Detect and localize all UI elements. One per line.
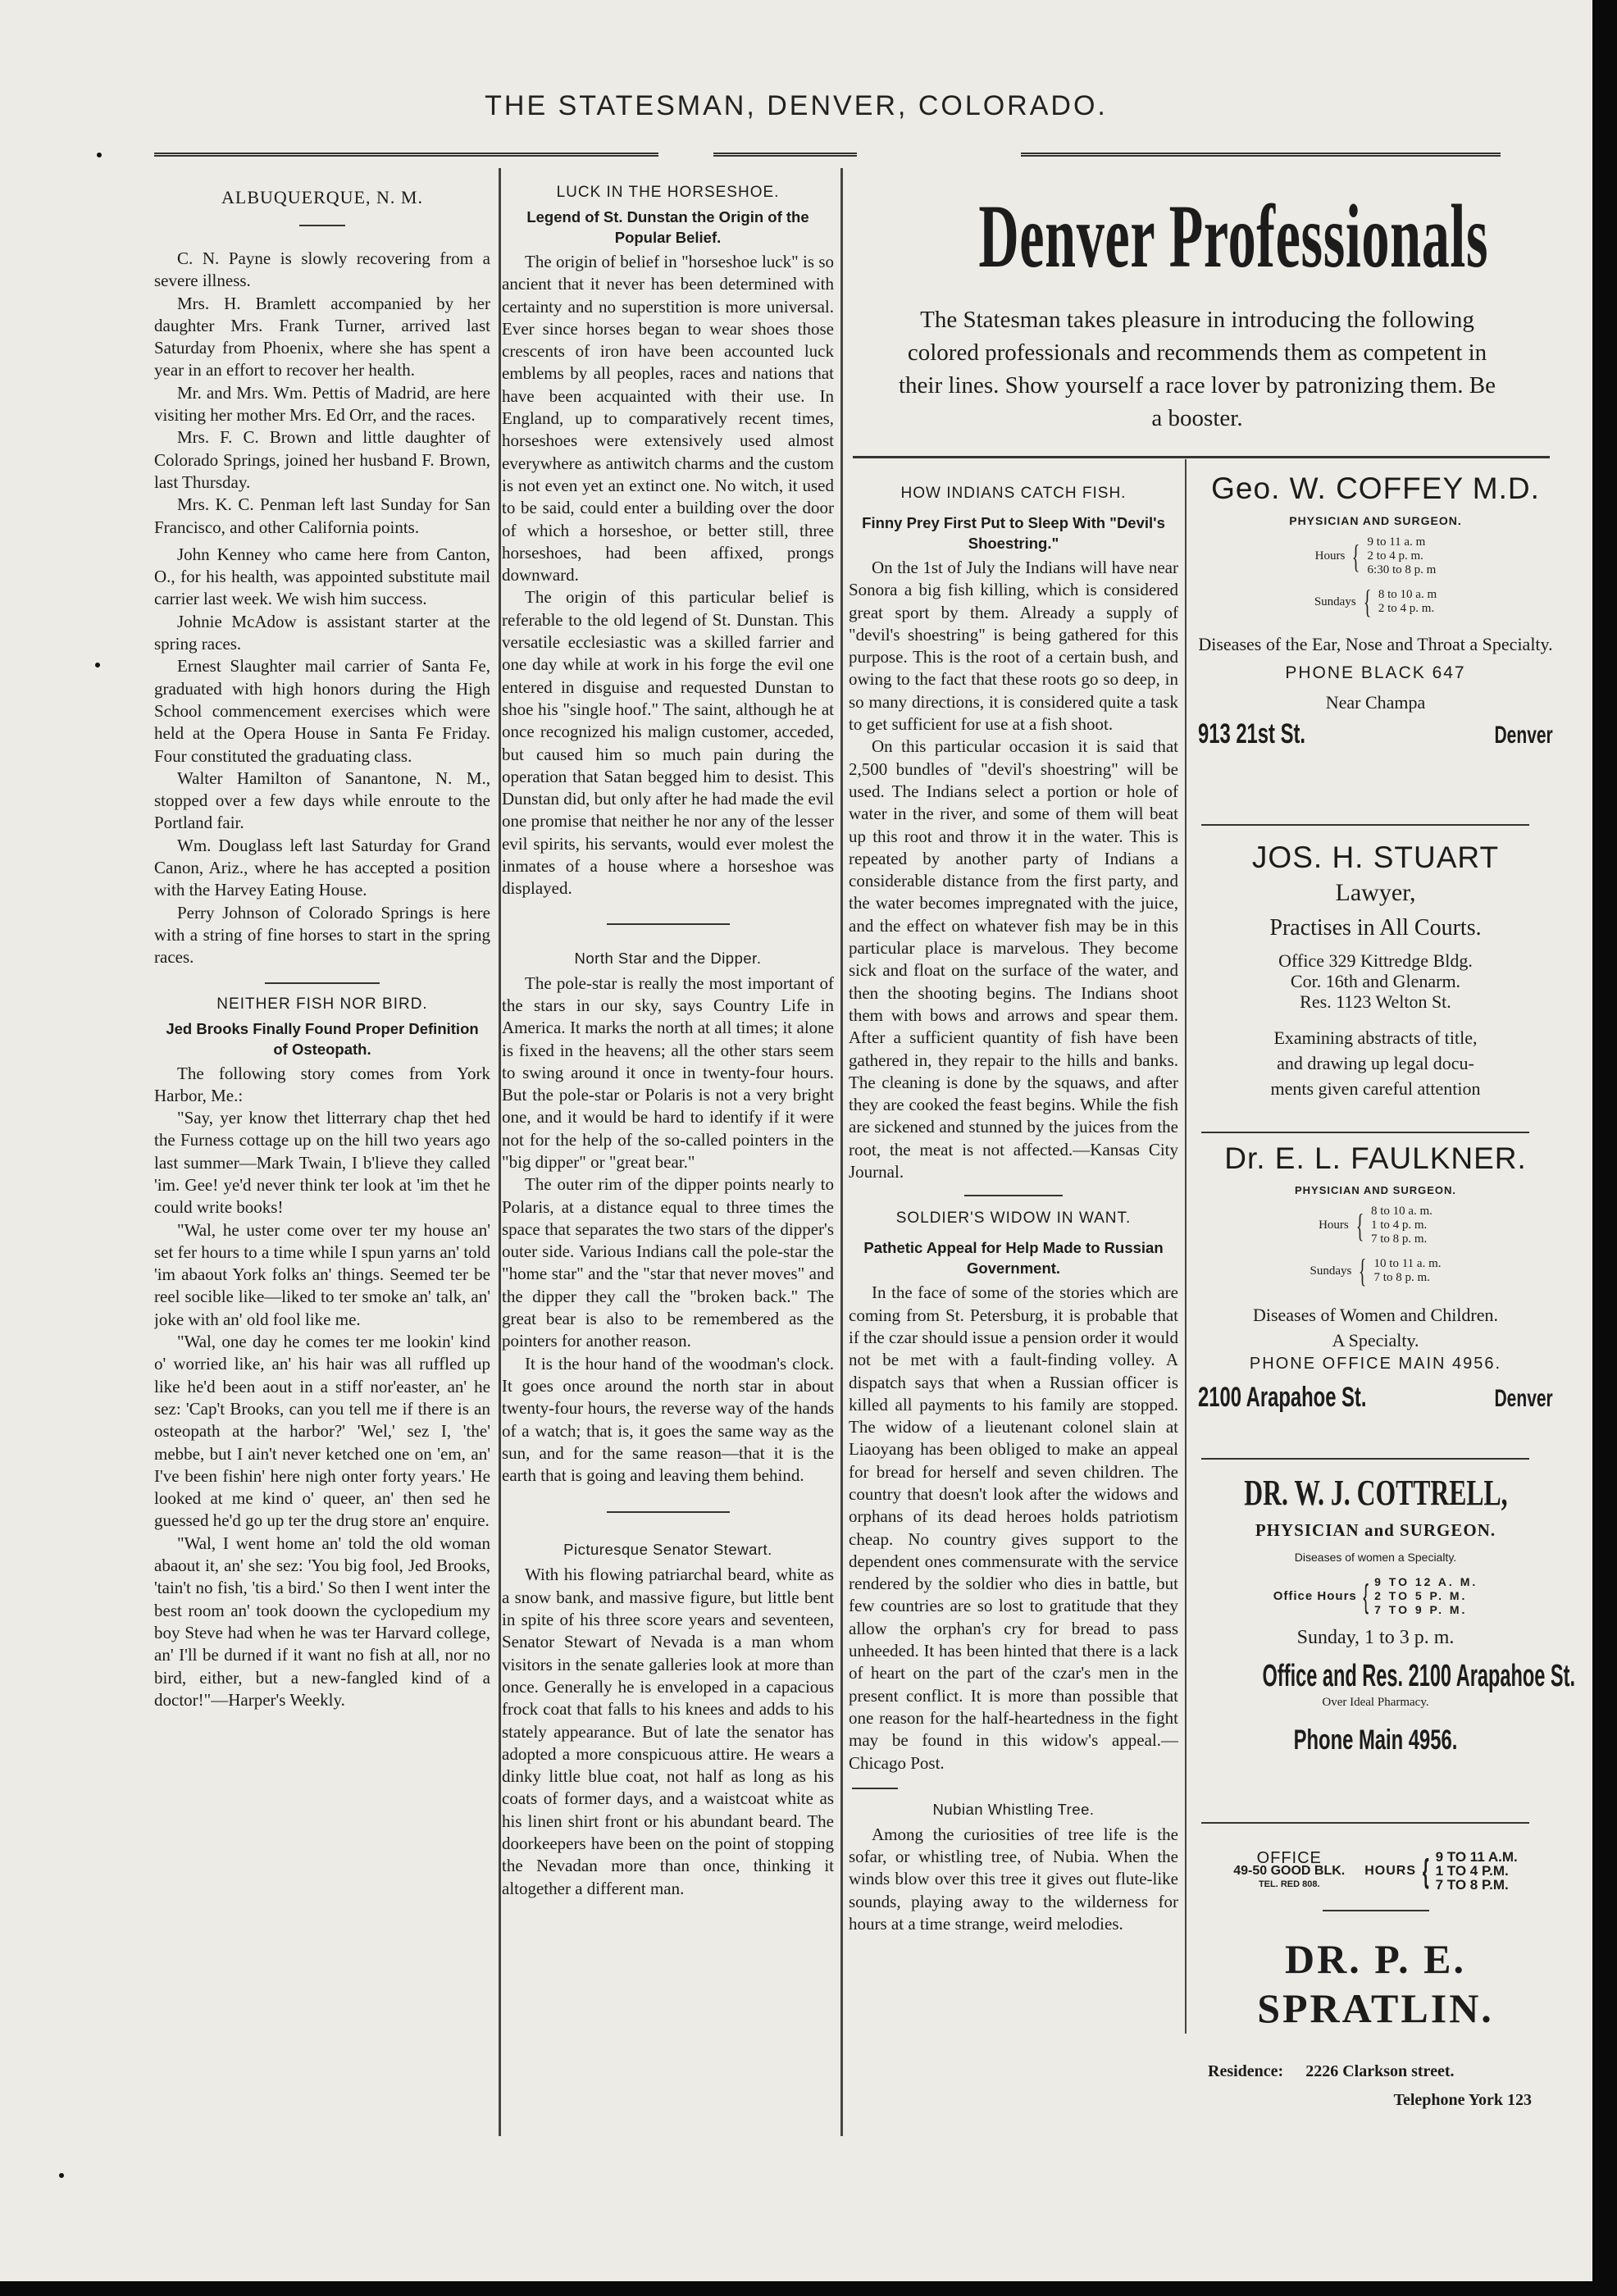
- column-horseshoe: [502, 179, 834, 2139]
- cottrell-sunday: Sunday, 1 to 3 p. m.: [1296, 1627, 1455, 1648]
- hours-line: 2 TO 5 P. M.: [1374, 1589, 1468, 1602]
- stuart-office-line: Res. 1123 Welton St.: [1300, 991, 1451, 1012]
- brace-icon: {: [1352, 537, 1360, 575]
- coffey-name: Geo. W. COFFEY M.D.: [1211, 472, 1540, 505]
- news-item: Walter Hamilton of Sanantone, N. M., stopped over a few days while enroute to the Portland fair.: [154, 768, 490, 833]
- hours-label: Hours: [1319, 1219, 1349, 1232]
- brace-icon: {: [1422, 1852, 1429, 1889]
- column-divider: [1185, 459, 1187, 2034]
- article-subtitle: Finny Prey First Put to Sleep With "Devil's Shoestring.": [862, 514, 1165, 552]
- divider: [265, 982, 380, 984]
- scan-edge-right: [1592, 0, 1617, 2296]
- coffey-near: Near Champa: [1325, 692, 1426, 713]
- news-item: C. N. Payne is slowly recovering from a severe illness.: [154, 248, 490, 291]
- cottrell-over: Over Ideal Pharmacy.: [1322, 1696, 1429, 1709]
- spratlin-residence-label: Residence:: [1208, 2062, 1284, 2080]
- news-item: Ernest Slaughter mail carrier of Santa Fe, graduated with high honors during the High School commencement exercises which were held at the Opera House in Santa Fe Friday. Four constituted the graduating class.: [154, 656, 490, 766]
- ink-speck: [59, 2173, 64, 2178]
- cottrell-specialty: Diseases of women a Specialty.: [1294, 1551, 1457, 1564]
- card-spratlin: [1193, 1850, 1558, 2110]
- news-item: John Kenney who came here from Canton, O., for his health, was appointed substitute mail carrier last week. We wish him success.: [154, 544, 490, 609]
- article-paragraph: The origin of belief in "horseshoe luck" is so ancient that it never has been determined with certainty and no superstition is more universal. Ever since horses began to wear shoes those crescents of iron have been accounted luck emblems by all peoples, races and nations that have been acquainted with their use. In England, up to comparatively recent times, horseshoes were extensively used almost everywhere as antiwitch charms and the custom is not even yet an extinct one. No witch, it used to be said, could enter a building over the door of which a horseshoe, or better still, three horseshoes, had been affixed, prongs downward.: [502, 252, 834, 585]
- cottrell-name: DR. W. J. COTTRELL,: [1244, 1473, 1508, 1513]
- faulkner-sunday-hours: [1193, 1252, 1558, 1289]
- stuart-courts: Practises in All Courts.: [1269, 915, 1482, 941]
- article-paragraph: On this particular occasion it is said that 2,500 bundles of "devil's shoestring" will be used. The Indians select a portion or hole of water in the river, and some of them will beat up this root and throw it in the water. This is repeated by another party of Indians a considerable distance from the first party, and the water becomes impregnated with the juice, and the effect on whatever fish may be in this particular place is marvelous. They become sick and float on the surface of the water, and then the shooting begins. The Indians shoot them with bows and arrows and spear them. After a sufficient quantity of fish have been gathered in, they repair to the hills and banks. The cleaning is done by the squaws, and after they are cooked the feast begins. While the fish are sickened and stunned by the juices from the root, the meat is not affected.—Kansas City Journal.: [849, 736, 1178, 1182]
- spratlin-tel: TEL. RED 808.: [1258, 1879, 1320, 1889]
- card-faulkner: [1193, 1141, 1558, 1414]
- coffey-address-row: [1193, 718, 1558, 750]
- divider: [299, 225, 345, 226]
- column-indians: [849, 480, 1178, 2136]
- news-item: Johnie McAdow is assistant starter at the spring races.: [154, 611, 490, 654]
- article-title: HOW INDIANS CATCH FISH.: [900, 485, 1127, 502]
- article-paragraph: With his flowing patriarchal beard, white as a snow bank, and massive figure, but little bent in spite of his three score years and seventeen, Senator Stewart of Nevada is a man whom visitors in the senate galleries look at more than once. Generally he is enveloped in a capacious frock coat that falls to his knees and adds to his stately appearance. But of late the senator has adopted a more conspicuous attire. He wears a dinky little blue coat, not half as long as his coats of former days, and a waistcoat white as his linen shirt front or his abundant beard. The doorkeepers have been on the point of stopping the Nevadan more than once, thinking it altogether a different man.: [502, 1565, 834, 1898]
- faulkner-specialty-line: Diseases of Women and Children.: [1252, 1305, 1499, 1325]
- hours-line: 1 TO 4 P.M.: [1435, 1863, 1509, 1879]
- brace-icon: {: [1359, 1252, 1367, 1289]
- cottrell-phone: Phone Main 4956.: [1293, 1724, 1458, 1756]
- hours-line: 8 to 10 a. m.: [1370, 1205, 1433, 1218]
- faulkner-city: Denver: [1494, 1385, 1553, 1412]
- stuart-services-line: Examining abstracts of title,: [1273, 1027, 1478, 1048]
- stuart-services-line: and drawing up legal docu-: [1277, 1053, 1474, 1073]
- coffey-address: 913 21st St.: [1198, 718, 1305, 749]
- card-stuart: [1193, 840, 1558, 1101]
- news-item: Wm. Douglass left last Saturday for Grand Canon, Ariz., where he has accepted a position with the Harvey Eating House.: [154, 835, 490, 900]
- story-title: NEITHER FISH NOR BIRD.: [216, 995, 428, 1013]
- hours-line: 7 TO 9 P. M.: [1374, 1603, 1468, 1616]
- cottrell-office: Office and Res. 2100 Arapahoe St.: [1262, 1659, 1576, 1693]
- hours-line: 7 TO 8 P.M.: [1435, 1877, 1509, 1893]
- coffey-title: PHYSICIAN AND SURGEON.: [1289, 514, 1462, 527]
- section-rule: [853, 456, 1550, 458]
- stuart-title: Lawyer,: [1335, 879, 1416, 906]
- divider: [607, 923, 730, 925]
- column-albuquerque: [154, 182, 490, 2134]
- story-paragraph: "Say, yer know thet litterrary chap thet hed the Furness cottage up on the hill two years ago last summer—Mark Twain, I b'lieve they called 'im. Gee! ye'd never think ter look at 'im thet he could write books!: [154, 1108, 490, 1218]
- news-item: Mrs. F. C. Brown and little daughter of Colorado Springs, joined her husband F. Brown, last Thursday.: [154, 427, 490, 492]
- cottrell-hours: [1193, 1575, 1558, 1617]
- hours-line: 10 to 11 a. m.: [1373, 1257, 1442, 1270]
- article-paragraph: On the 1st of July the Indians will have near Sonora a big fish killing, which is considered great sport by them. Already a supply of "devil's shoestring" is being gathered for this purpose. This is the root of a certain bush, and owing to the fact that these roots go so deep, in so many directions, it is considered quite a task to get sufficient for use at a fish shoot.: [849, 558, 1178, 735]
- sundays-label: Sundays: [1314, 594, 1356, 608]
- divider: [1323, 1910, 1429, 1911]
- hours-line: 9 TO 12 A. M.: [1374, 1575, 1478, 1588]
- hours-line: 2 to 4 p. m.: [1378, 602, 1435, 615]
- spratlin-office-label: OFFICE: [1256, 1848, 1322, 1867]
- article-paragraph: In the face of some of the stories which are coming from St. Petersburg, it is probable that if the czar should issue a pension order it would not be met with a fault-finding volley. A dispatch says that when a Russian officer is killed all payments to his family are stopped. The widow of a lieutenant colonel slain at Liaoyang has been obliged to make an appeal for bread for herself and seven children. The country that doesn't look after the widows and orphans of its dead heroes holds patriotism cheap. No country gives support to the dependent ones commensurate with the service rendered by the soldier who dies in battle, but few countries are so lost to gratitude that they allow the orphan's cry for bread to pass unheeded. It has been hinted that there is a lack of heart on the part of the czar's men in the present conflict. It is more than possible that one reason for the half-heartedness in the fight may be found in this widow's appeal.—Chicago Post.: [849, 1282, 1178, 1773]
- story-paragraph: "Wal, he uster come over ter my house an' set fer hours to a time while I spun yarns an' told 'im abaout York folks an' things. Seemed ter be reel socible like—liked to ter smoke an' talk, an' joke with an' old fool like me.: [154, 1219, 490, 1329]
- hours-line: 7 to 8 p. m.: [1370, 1232, 1428, 1246]
- coffey-phone: PHONE BLACK 647: [1285, 663, 1466, 682]
- news-item: Mr. and Mrs. Wm. Pettis of Madrid, are here visiting her mother Mrs. Ed Orr, and the races.: [154, 382, 490, 426]
- hours-line: 1 to 4 p. m.: [1370, 1219, 1428, 1232]
- faulkner-phone: PHONE OFFICE MAIN 4956.: [1249, 1355, 1502, 1373]
- card-rule: [1201, 1132, 1529, 1133]
- hours-line: 9 TO 11 A.M.: [1435, 1849, 1518, 1865]
- brace-icon: {: [1363, 1578, 1369, 1615]
- article-paragraph: Among the curiosities of tree life is the sofar, or whistling tree, of Nubia. When the winds blow over this tree it gives out flute-like sounds, playing away to the wilderness for hours at a time strange, weird melodies.: [849, 1824, 1178, 1934]
- spratlin-name-line2: SPRATLIN.: [1257, 1985, 1494, 2031]
- faulkner-title: PHYSICIAN AND SURGEON.: [1294, 1184, 1457, 1196]
- heading-albuquerque: ALBUQUERQUE, N. M.: [221, 187, 423, 207]
- card-cottrell: [1193, 1472, 1576, 1756]
- header-rule: [154, 153, 658, 157]
- professionals-title: Denver Professionals: [978, 186, 1489, 286]
- hours-line: 2 to 4 p. m.: [1367, 549, 1423, 563]
- coffey-hours: [1193, 535, 1558, 577]
- hours-label: Office Hours: [1273, 1589, 1357, 1603]
- divider: [607, 1511, 730, 1513]
- article-title: LUCK IN THE HORSESHOE.: [556, 184, 780, 201]
- coffey-city: Denver: [1494, 722, 1553, 749]
- story-paragraph: "Wal, one day he comes ter me lookin' kind o' worried like, an' his hair was all ruffled up like he'd been aout in a stiff nor'easter, an' he sez: 'Cap't Brooks, can you tell me if there is an osteopath at the harbor?' 'Wel,' sez I, 'the' mebbe, but I ain't never ketched one on 'em, an' I've been fishin' here nigh onter forty years.' He looked at me kind o' queer, an' then sed he guessed he'd go up ter the drug store an' enquire.: [154, 1332, 490, 1531]
- faulkner-address: 2100 Arapahoe St.: [1198, 1382, 1367, 1413]
- article-paragraph: The origin of this particular belief is referable to the old legend of St. Dunstan. This versatile ecclesiastic was a skilled farrier and one day while at work in his forge the evil one entered in disguise and requested Dunstan to shoe his "single hoof." The saint, although he at once recognized his malign customer, acceded, but caused him so much pain during the operation that Satan begged him to desist. This Dunstan did, but only after he had made the evil one promise that neither he nor any of the lesser evil spirits, his servants, would ever molest the inmates of a house where a horseshoe was displayed.: [502, 587, 834, 899]
- news-item: Mrs. K. C. Penman left last Sunday for San Francisco, and other California points.: [154, 494, 490, 537]
- spratlin-name-line1: DR. P. E.: [1284, 1936, 1467, 1982]
- hours-line: 8 to 10 a. m: [1378, 588, 1437, 601]
- card-rule: [1201, 824, 1529, 826]
- spratlin-residence-row: [1193, 2062, 1558, 2081]
- faulkner-hours: [1193, 1205, 1558, 1246]
- article-title: North Star and the Dipper.: [574, 949, 762, 967]
- stuart-office-line: Cor. 16th and Glenarm.: [1290, 971, 1461, 991]
- spratlin-telephone: Telephone York 123: [1393, 2091, 1532, 2109]
- card-rule: [1201, 1458, 1529, 1460]
- column-divider: [840, 168, 843, 2136]
- ink-speck: [97, 153, 102, 157]
- hours-line: 7 to 8 p. m.: [1373, 1271, 1430, 1284]
- article-subtitle: Legend of St. Dunstan the Origin of the Popular Belief.: [526, 208, 809, 246]
- divider: [964, 1195, 1063, 1196]
- header-rule: [1021, 153, 1501, 157]
- divider: [852, 1788, 898, 1789]
- faulkner-name: Dr. E. L. FAULKNER.: [1224, 1141, 1527, 1175]
- faulkner-specialty-line: A Specialty.: [1332, 1330, 1419, 1351]
- stuart-name: JOS. H. STUART: [1251, 840, 1500, 874]
- news-item: Mrs. H. Bramlett accompanied by her daughter Mrs. Frank Turner, arrived last Saturday from Phoenix, where she has spent a year in an effort to recover her health.: [154, 293, 490, 380]
- spratlin-office-address: 49-50 GOOD BLK.: [1233, 1863, 1346, 1878]
- card-rule: [1201, 1822, 1529, 1824]
- article-subtitle: Pathetic Appeal for Help Made to Russian Government.: [863, 1239, 1164, 1278]
- header-rule: [713, 153, 857, 157]
- news-item: Perry Johnson of Colorado Springs is here with a string of fine horses to start in the spring races.: [154, 902, 490, 968]
- brace-icon: {: [1363, 583, 1372, 620]
- ink-speck: [95, 663, 100, 667]
- sundays-label: Sundays: [1310, 1264, 1352, 1278]
- spratlin-hours-label: HOURS: [1364, 1863, 1417, 1878]
- story-subtitle: Jed Brooks Finally Found Proper Definition of Osteopath.: [166, 1019, 479, 1058]
- article-title: SOLDIER'S WIDOW IN WANT.: [895, 1210, 1132, 1228]
- scan-edge-bottom: [0, 2281, 1617, 2296]
- story-paragraph: "Wal, I went home an' told the old woman abaout it, an' she sez: 'You big fool, Jed Brooks, 'tain't no fish, 'tis a bird.' So then I went inter the best room an' took doown the cyclopedium my boy Steve had when he was ter Harvard college, an' I'll be durned if it want no fish at all, nor no bird, either, but a new-fangled kind of a doctor!"—Harper's Weekly.: [154, 1533, 490, 1710]
- card-coffey: [1193, 472, 1558, 750]
- story-paragraph: The following story comes from York Harbor, Me.:: [154, 1063, 490, 1105]
- article-paragraph: The outer rim of the dipper points nearly to Polaris, at a distance equal to three times the space that separates the two stars of the dipper's outer side. Various Indians call the pole-star the "home star" and the "star that never moves" and the dipper they call the "broken back." The great bear is also to be remembered as the pointers for another reason.: [502, 1174, 834, 1351]
- spratlin-residence: 2226 Clarkson street.: [1305, 2062, 1455, 2080]
- hours-line: 6:30 to 8 p. m: [1367, 563, 1437, 576]
- cottrell-title: PHYSICIAN and SURGEON.: [1255, 1520, 1496, 1540]
- article-title: Picturesque Senator Stewart.: [563, 1541, 772, 1559]
- article-paragraph: It is the hour hand of the woodman's clock. It goes once around the north star in about twenty-four hours, the reverse way of the hands of a watch; that is, it goes the same way as the sun, and for the same reason—that it is the earth that is going and leaving them behind.: [502, 1353, 834, 1486]
- article-title: Nubian Whistling Tree.: [932, 1800, 1095, 1818]
- article-paragraph: The pole-star is really the most important of the stars in our sky, says Country Life in America. It marks the north at all times; it alone is fixed in the heavens; all the other stars seem to swing around it once in twenty-four hours. But the pole-star or Polaris is not a very bright one, and it would be hard to identify if it were not for the help of the so-called pointers in the "big dipper" or "great bear.": [502, 973, 834, 1172]
- brace-icon: {: [1355, 1206, 1364, 1244]
- faulkner-address-row: [1193, 1382, 1558, 1414]
- hours-line: 9 to 11 a. m: [1367, 535, 1426, 549]
- stuart-services-line: ments given careful attention: [1270, 1078, 1481, 1099]
- masthead: THE STATESMAN, DENVER, COLORADO.: [485, 90, 1108, 121]
- coffey-specialty: Diseases of the Ear, Nose and Throat a Specialty.: [1198, 634, 1553, 654]
- stuart-office-line: Office 329 Kittredge Bldg.: [1278, 950, 1473, 971]
- column-divider: [499, 168, 501, 2136]
- hours-label: Hours: [1314, 549, 1346, 563]
- coffey-sunday-hours: [1193, 585, 1558, 618]
- professionals-intro: The Statesman takes pleasure in introducing the following colored professionals and recommends them as competent in their lines. Show yourself a race lover by patronizing them. Be a booster.: [898, 307, 1496, 431]
